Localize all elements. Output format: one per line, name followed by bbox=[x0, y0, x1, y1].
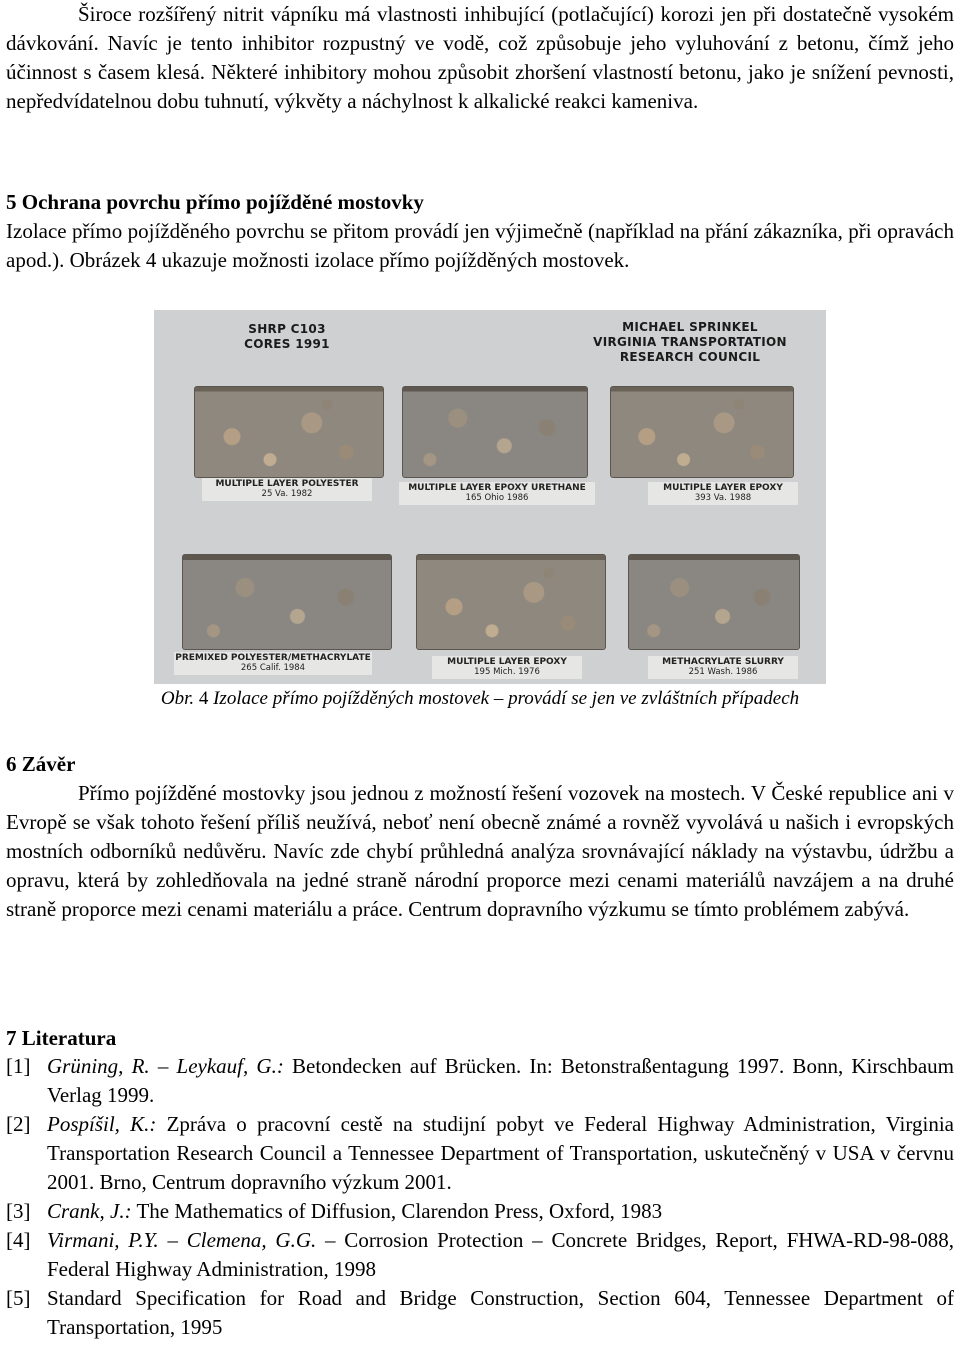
concrete-core bbox=[402, 386, 588, 478]
reference-item bbox=[6, 1052, 954, 1110]
section-6-heading: 6 Závěr bbox=[6, 752, 76, 776]
sample-name: METHACRYLATE SLURRY bbox=[662, 657, 784, 667]
reference-number: [4] bbox=[6, 1228, 31, 1252]
concrete-core bbox=[610, 386, 794, 478]
reference-number: [5] bbox=[6, 1286, 31, 1310]
reference-item bbox=[6, 1226, 954, 1284]
reference-authors: Pospíšil, K.: bbox=[47, 1112, 157, 1136]
sample-name: MULTIPLE LAYER EPOXY bbox=[447, 657, 567, 667]
reference-number: [2] bbox=[6, 1112, 31, 1136]
concrete-core bbox=[416, 554, 606, 650]
reference-item bbox=[6, 1110, 954, 1197]
reference-item bbox=[6, 1284, 954, 1342]
sample-plate bbox=[202, 478, 372, 501]
reference-authors: Virmani, P.Y. – Clemena, G.G. bbox=[47, 1228, 317, 1252]
reference-text: – Corrosion Protection – Concrete Bridges, Report, FHWA-RD-98-088, Federal Highway Administration, 1998 bbox=[47, 1228, 954, 1281]
sample-name: MULTIPLE LAYER POLYESTER bbox=[215, 479, 359, 489]
reference-text: Zpráva o pracovní cestě na studijní pobyt ve Federal Highway Administration, Virginia Transportation Research Council a Tennessee Department of Transportation, uskutečněný v USA v červnu 2001. Brno, Centrum dopravního výzkum 2001. bbox=[47, 1112, 954, 1194]
section-6-text: Přímo pojížděné mostovky jsou jednou z možností řešení vozovek na mostech. V České republice ani v Evropě se však tohoto řešení příliš neužívá, neboť není obecně známé a rovněž vyvolává u našich i evropských mostních odborníků nedůvěru. Navíc zde chybí průhledná analýza srovnávající náklady na výstavbu, údržbu a opravu, která by zohledňovala na jedné straně národní proporce mezi cenami materiálů navzájem a na druhé straně proporce mezi cenami materiálu a práce. Centrum dopravního výzkumu se tímto problémem zabývá. bbox=[6, 781, 954, 921]
sample-detail: 393 Va. 1988 bbox=[694, 493, 752, 503]
caption-text: Izolace přímo pojížděných mostovek – provádí se jen ve zvláštních případech bbox=[208, 688, 800, 709]
reference-authors: Grüning, R. – Leykauf, G.: bbox=[47, 1054, 284, 1078]
sample-name: PREMIXED POLYESTER/METHACRYLATE bbox=[175, 653, 371, 663]
concrete-core bbox=[628, 554, 800, 650]
sample-name: MULTIPLE LAYER EPOXY URETHANE bbox=[408, 483, 586, 493]
reference-text: The Mathematics of Diffusion, Clarendon Press, Oxford, 1983 bbox=[131, 1199, 663, 1223]
sample-plate bbox=[174, 652, 372, 675]
photo-label-text: MICHAEL SPRINKEL bbox=[622, 320, 758, 334]
caption-prefix: Obr. bbox=[160, 688, 199, 709]
photo-label-text: RESEARCH COUNCIL bbox=[619, 350, 761, 364]
caption-number: 4 bbox=[198, 688, 209, 709]
figure-caption bbox=[6, 684, 954, 713]
section-7-heading: 7 Literatura bbox=[6, 1026, 117, 1050]
reference-item bbox=[6, 1197, 954, 1226]
sample-detail: 265 Calif. 1984 bbox=[240, 663, 306, 673]
photo-label-vtrc bbox=[590, 320, 790, 365]
photo-label-text: SHRP C103 bbox=[248, 322, 326, 336]
sample-detail: 251 Wash. 1986 bbox=[688, 667, 758, 677]
paragraph-inhibitors: Široce rozšířený nitrit vápníku má vlastnosti inhibující (potlačující) korozi jen při dostatečně vysokém dávkování. Navíc je tento inhibitor rozpustný ve vodě, což způsobuje jeho vyluhování z betonu, čímž jeho účinnost s časem klesá. Některé inhibitory mohou způsobit zhoršení vlastností betonu, jako je snížení pevnosti, nepředvídatelnou dobu tuhnutí, výkvěty a náchylnost k alkalické reakci kameniva. bbox=[6, 2, 954, 113]
reference-number: [1] bbox=[6, 1054, 31, 1078]
reference-authors: Crank, J.: bbox=[47, 1199, 132, 1223]
sample-detail: 195 Mich. 1976 bbox=[474, 667, 540, 677]
sample-plate bbox=[432, 656, 582, 679]
sample-name: MULTIPLE LAYER EPOXY bbox=[663, 483, 783, 493]
sample-plate bbox=[399, 482, 595, 505]
concrete-core bbox=[182, 554, 392, 650]
reference-list bbox=[6, 1052, 954, 1342]
concrete-core bbox=[194, 386, 384, 478]
reference-number: [3] bbox=[6, 1199, 31, 1223]
section-5-text: Izolace přímo pojížděného povrchu se přitom provádí jen výjimečně (například na přání zákazníka, při opravách apod.). Obrázek 4 ukazuje možnosti izolace přímo pojížděných mostovek. bbox=[6, 219, 954, 272]
photo-label-text: CORES 1991 bbox=[244, 337, 330, 351]
figure-photo-concrete-cores bbox=[154, 310, 826, 684]
sample-plate bbox=[648, 656, 798, 679]
photo-label-shrp bbox=[242, 322, 332, 352]
photo-label-text: VIRGINIA TRANSPORTATION bbox=[593, 335, 787, 349]
reference-text: Betondecken auf Brücken. In: Betonstraßentagung 1997. Bonn, Kirschbaum Verlag 1999. bbox=[47, 1054, 955, 1107]
sample-plate bbox=[648, 482, 798, 505]
sample-detail: 165 Ohio 1986 bbox=[465, 493, 529, 503]
reference-text: Standard Specification for Road and Bridge Construction, Section 604, Tennessee Department of Transportation, 1995 bbox=[47, 1286, 954, 1339]
sample-detail: 25 Va. 1982 bbox=[261, 489, 313, 499]
section-5-heading: 5 Ochrana povrchu přímo pojížděné mostovky bbox=[6, 190, 424, 214]
